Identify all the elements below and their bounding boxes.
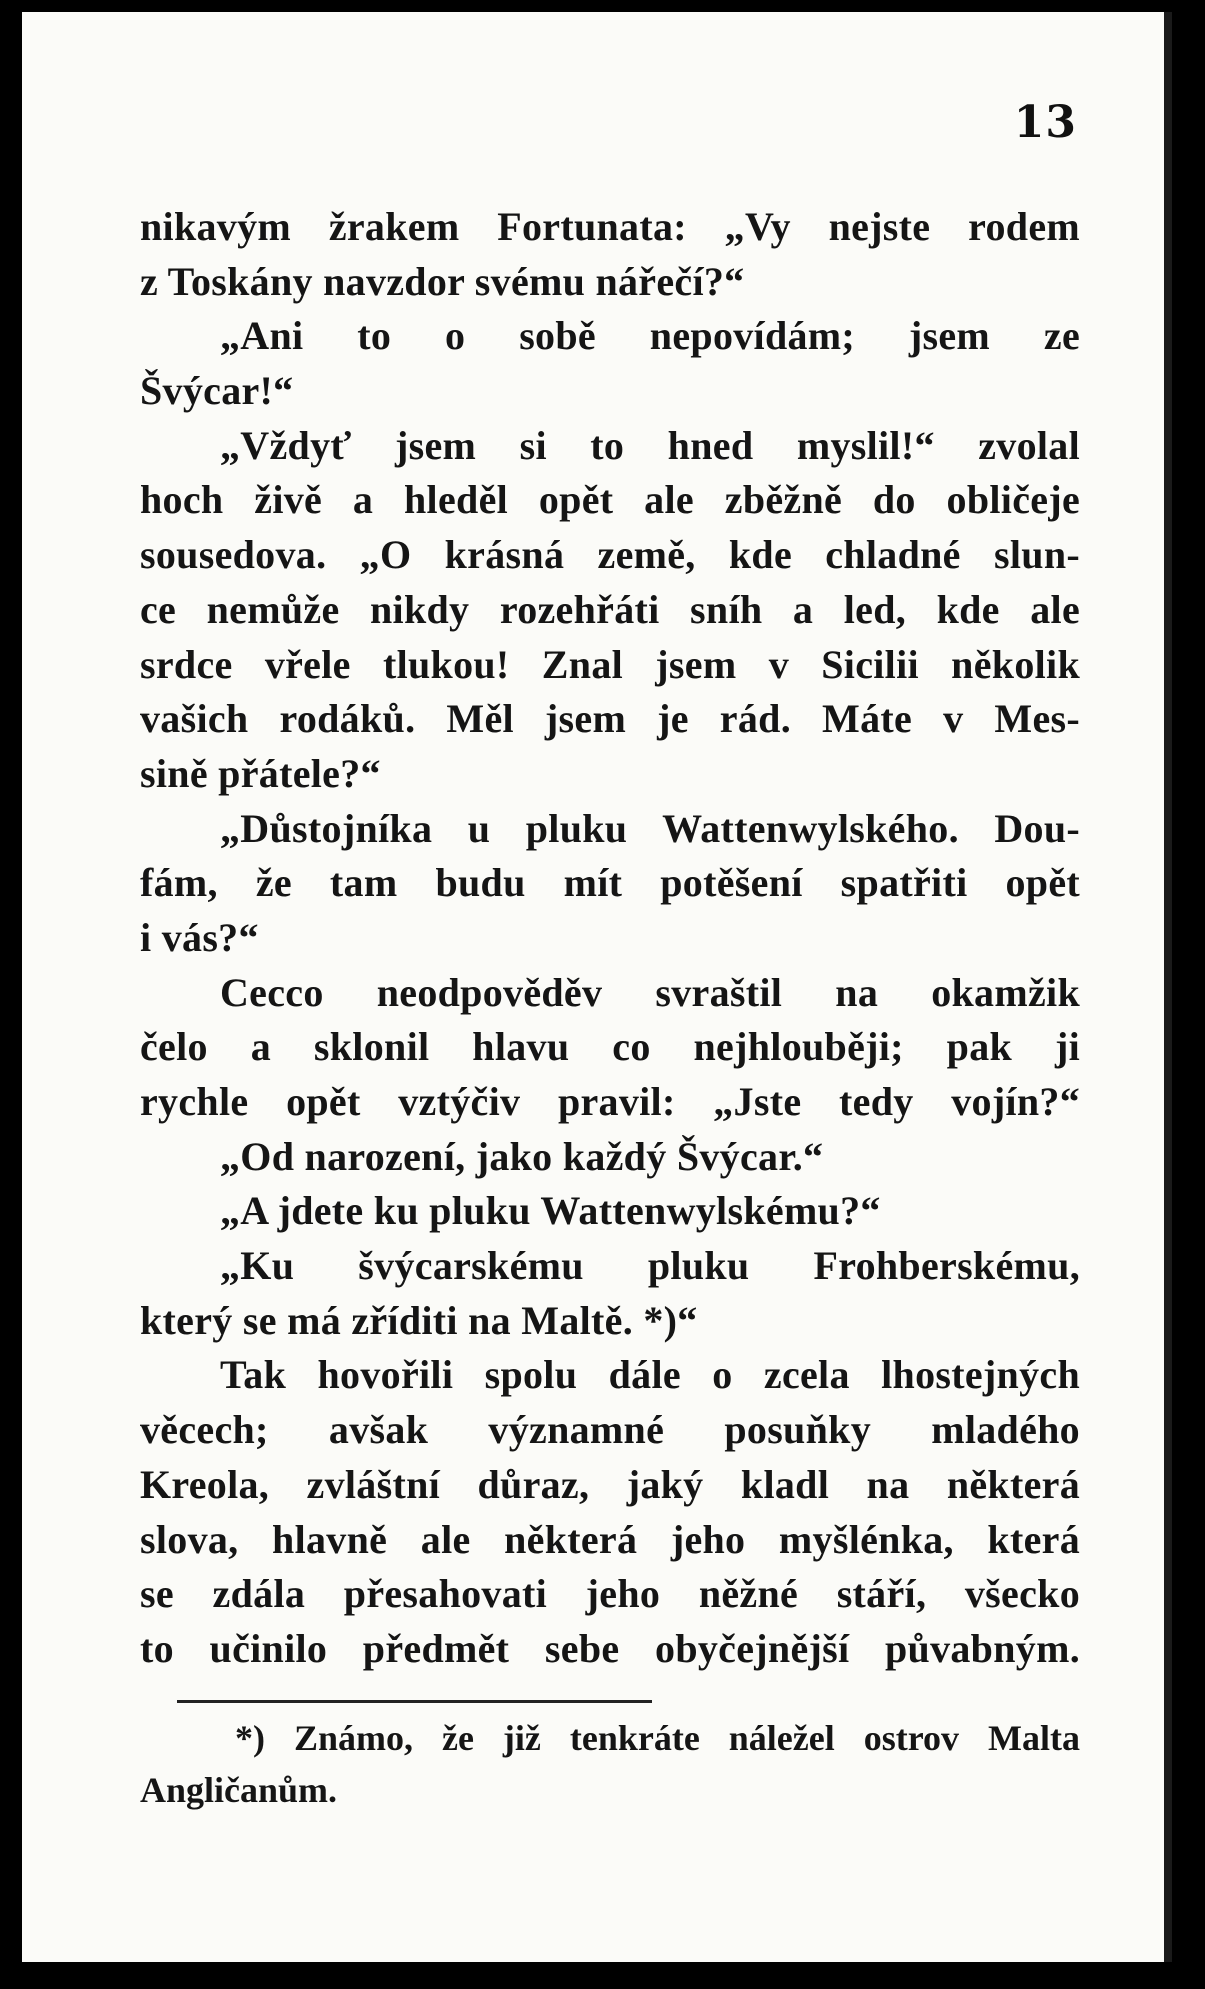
text-line: „Od narození, jako každý Švýcar.“: [220, 1133, 824, 1179]
text-line: „A jdete ku pluku Wattenwylskému?“: [220, 1188, 881, 1234]
text-line: z Toskány navzdor svému nářečí?“: [140, 258, 745, 304]
text-line: Švýcar!“: [140, 368, 294, 414]
text-line: Kreola, zvláštní důraz, jaký kladl na některá: [140, 1461, 1080, 1507]
page-edge-shadow: [1164, 12, 1172, 1962]
text-line: který se má zříditi na Maltě. *)“: [140, 1297, 698, 1343]
text-line: Cecco neodpověděv svraštil na okamžik: [220, 969, 1080, 1015]
book-page: [22, 12, 1172, 1962]
text-line: srdce vřele tlukou! Znal jsem v Sicilii několik: [140, 641, 1080, 687]
page-number: 13: [1013, 97, 1077, 148]
text-line: Tak hovořili spolu dále o zcela lhostejných: [220, 1352, 1080, 1398]
text-line: věcech; avšak významné posuňky mladého: [140, 1407, 1080, 1453]
text-line: čelo a sklonil hlavu co nejhlouběji; pak ji: [140, 1024, 1080, 1070]
text-line: fám, že tam budu mít potěšení spatřiti opět: [140, 860, 1080, 906]
text-line: hoch živě a hleděl opět ale zběžně do obličeje: [140, 477, 1080, 523]
text-line: nikavým žrakem Fortunata: „Vy nejste rodem: [140, 204, 1080, 249]
footnote-line: *) Známo, že již tenkráte náležel ostrov Malta: [235, 1718, 1080, 1758]
body-text: [140, 200, 1080, 1677]
footnote-block: [140, 1712, 1080, 1816]
text-line: sousedova. „O krásná země, kde chladné slun-: [140, 532, 1080, 578]
text-line: „Ani to o sobě nepovídám; jsem ze: [220, 313, 1080, 359]
text-line: ce nemůže nikdy rozehřáti sníh a led, kde ale: [140, 586, 1080, 632]
footnote-line: Angličanům.: [140, 1770, 338, 1810]
text-line: „Ku švýcarskému pluku Frohberskému,: [220, 1243, 1080, 1289]
text-line: slova, hlavně ale některá jeho myšlénka, která: [140, 1516, 1080, 1562]
text-line: to učinilo předmět sebe obyčejnější půvabným.: [140, 1625, 1080, 1671]
text-line: „Vždyť jsem si to hned myslil!“ zvolal: [220, 422, 1080, 468]
text-line: vašich rodáků. Měl jsem je rád. Máte v Mes-: [140, 696, 1080, 742]
text-line: se zdála přesahovati jeho něžné stáří, všecko: [140, 1571, 1080, 1617]
text-line: i vás?“: [140, 914, 259, 960]
footnote-divider: [177, 1700, 652, 1703]
text-line: rychle opět vztýčiv pravil: „Jste tedy vojín?“: [140, 1079, 1080, 1124]
text-line: sině přátele?“: [140, 750, 381, 796]
text-line: „Důstojníka u pluku Wattenwylského. Dou-: [220, 805, 1080, 851]
